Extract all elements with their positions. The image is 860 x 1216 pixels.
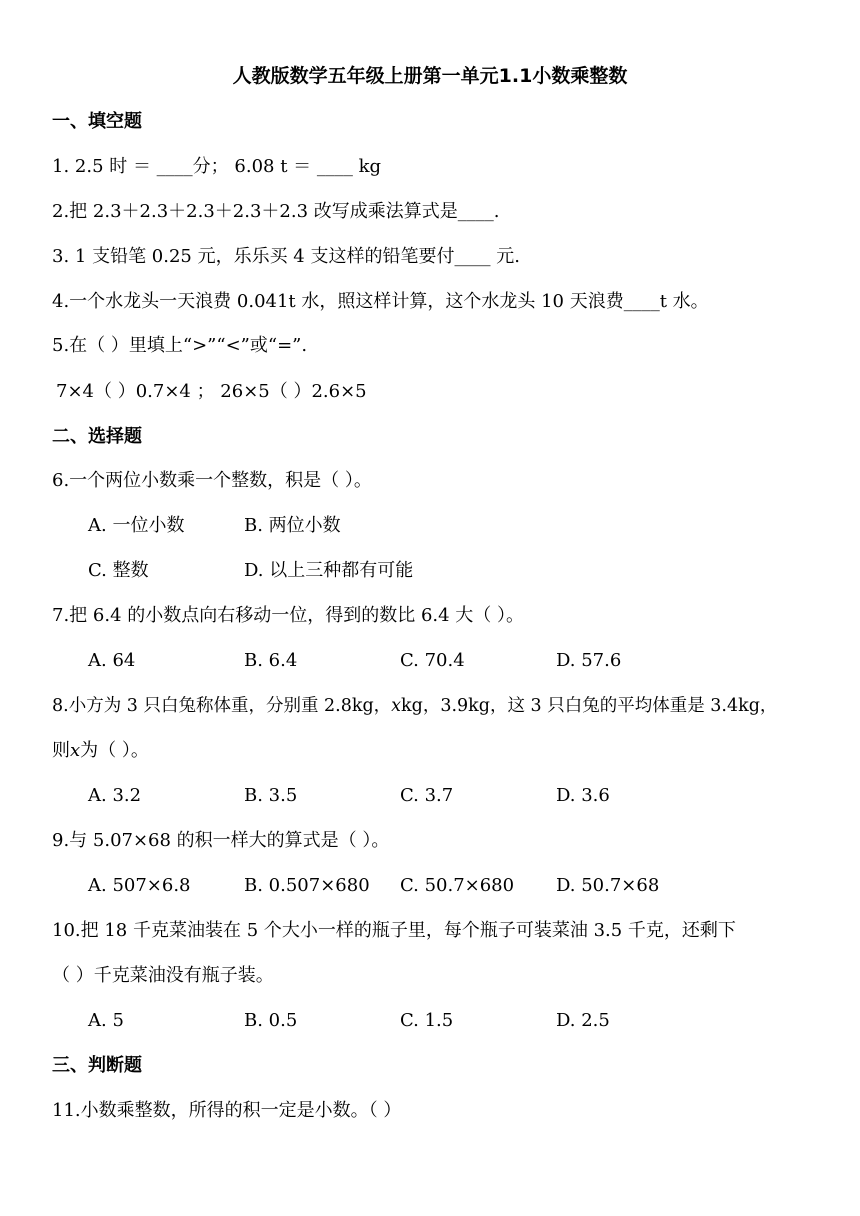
section-heading-choice: 二、选择题 bbox=[52, 426, 142, 447]
question-7-option-b: B. 6.4 bbox=[244, 650, 298, 671]
question-10-option-d: D. 2.5 bbox=[556, 1010, 610, 1031]
question-10-option-c: C. 1.5 bbox=[400, 1010, 454, 1031]
question-7: 7.把 6.4 的小数点向右移动一位，得到的数比 6.4 大（ ）。 bbox=[52, 605, 525, 626]
question-8-option-c: C. 3.7 bbox=[400, 785, 454, 806]
question-10-option-b: B. 0.5 bbox=[244, 1010, 298, 1031]
question-9-option-a: A. 507×6.8 bbox=[88, 875, 191, 896]
question-7-option-d: D. 57.6 bbox=[556, 650, 622, 671]
question-3: 3. 1 支铅笔 0.25 元，乐乐买 4 支这样的铅笔要付____ 元. bbox=[52, 246, 520, 267]
question-2: 2.把 2.3＋2.3＋2.3＋2.3＋2.3 改写成乘法算式是____. bbox=[52, 201, 500, 222]
question-8-option-d: D. 3.6 bbox=[556, 785, 610, 806]
question-1: 1. 2.5 时 ＝ ____分； 6.08 t ＝ ____ kg bbox=[52, 156, 382, 177]
section-heading-judge: 三、判断题 bbox=[52, 1055, 142, 1076]
question-11: 11.小数乘整数，所得的积一定是小数。（ ） bbox=[52, 1100, 402, 1121]
question-9-option-b: B. 0.507×680 bbox=[244, 875, 370, 896]
question-6-option-c: C. 整数 bbox=[88, 560, 149, 581]
question-7-option-a: A. 64 bbox=[88, 650, 136, 671]
question-10-line-2: （ ）千克菜油没有瓶子装。 bbox=[52, 965, 274, 986]
question-8-option-b: B. 3.5 bbox=[244, 785, 298, 806]
question-8-line-2: 则𝑥为（ ）。 bbox=[52, 740, 149, 761]
question-9-option-c: C. 50.7×680 bbox=[400, 875, 515, 896]
question-4: 4.一个水龙头一天浪费 0.041t 水，照这样计算，这个水龙头 10 天浪费____t 水。 bbox=[52, 291, 709, 312]
question-6: 6.一个两位小数乘一个整数，积是（ ）。 bbox=[52, 470, 372, 491]
question-7-option-c: C. 70.4 bbox=[400, 650, 465, 671]
question-6-option-d: D. 以上三种都有可能 bbox=[244, 560, 414, 581]
question-8-line-1: 8.小方为 3 只白兔称体重，分别重 2.8kg，𝑥kg，3.9kg，这 3 只白兔的平均体重是 3.4kg， bbox=[52, 696, 778, 716]
question-6-option-b: B. 两位小数 bbox=[244, 515, 341, 536]
question-9-option-d: D. 50.7×68 bbox=[556, 875, 660, 896]
section-heading-fill: 一、填空题 bbox=[52, 111, 142, 132]
question-6-option-a: A. 一位小数 bbox=[88, 515, 185, 536]
question-10-line-1: 10.把 18 千克菜油装在 5 个大小一样的瓶子里，每个瓶子可装菜油 3.5 千克，还剩下 bbox=[52, 920, 736, 941]
page-title: 人教版数学五年级上册第一单元1.1小数乘整数 bbox=[232, 65, 628, 87]
question-9: 9.与 5.07×68 的积一样大的算式是（ ）。 bbox=[52, 830, 390, 851]
question-5: 5.在（ ）里填上“>”“<”或“=”. bbox=[52, 335, 308, 356]
question-10-option-a: A. 5 bbox=[88, 1010, 124, 1031]
question-8-option-a: A. 3.2 bbox=[88, 785, 142, 806]
question-5-expression: 7×4（ ）0.7×4 ； 26×5（ ）2.6×5 bbox=[56, 381, 367, 402]
